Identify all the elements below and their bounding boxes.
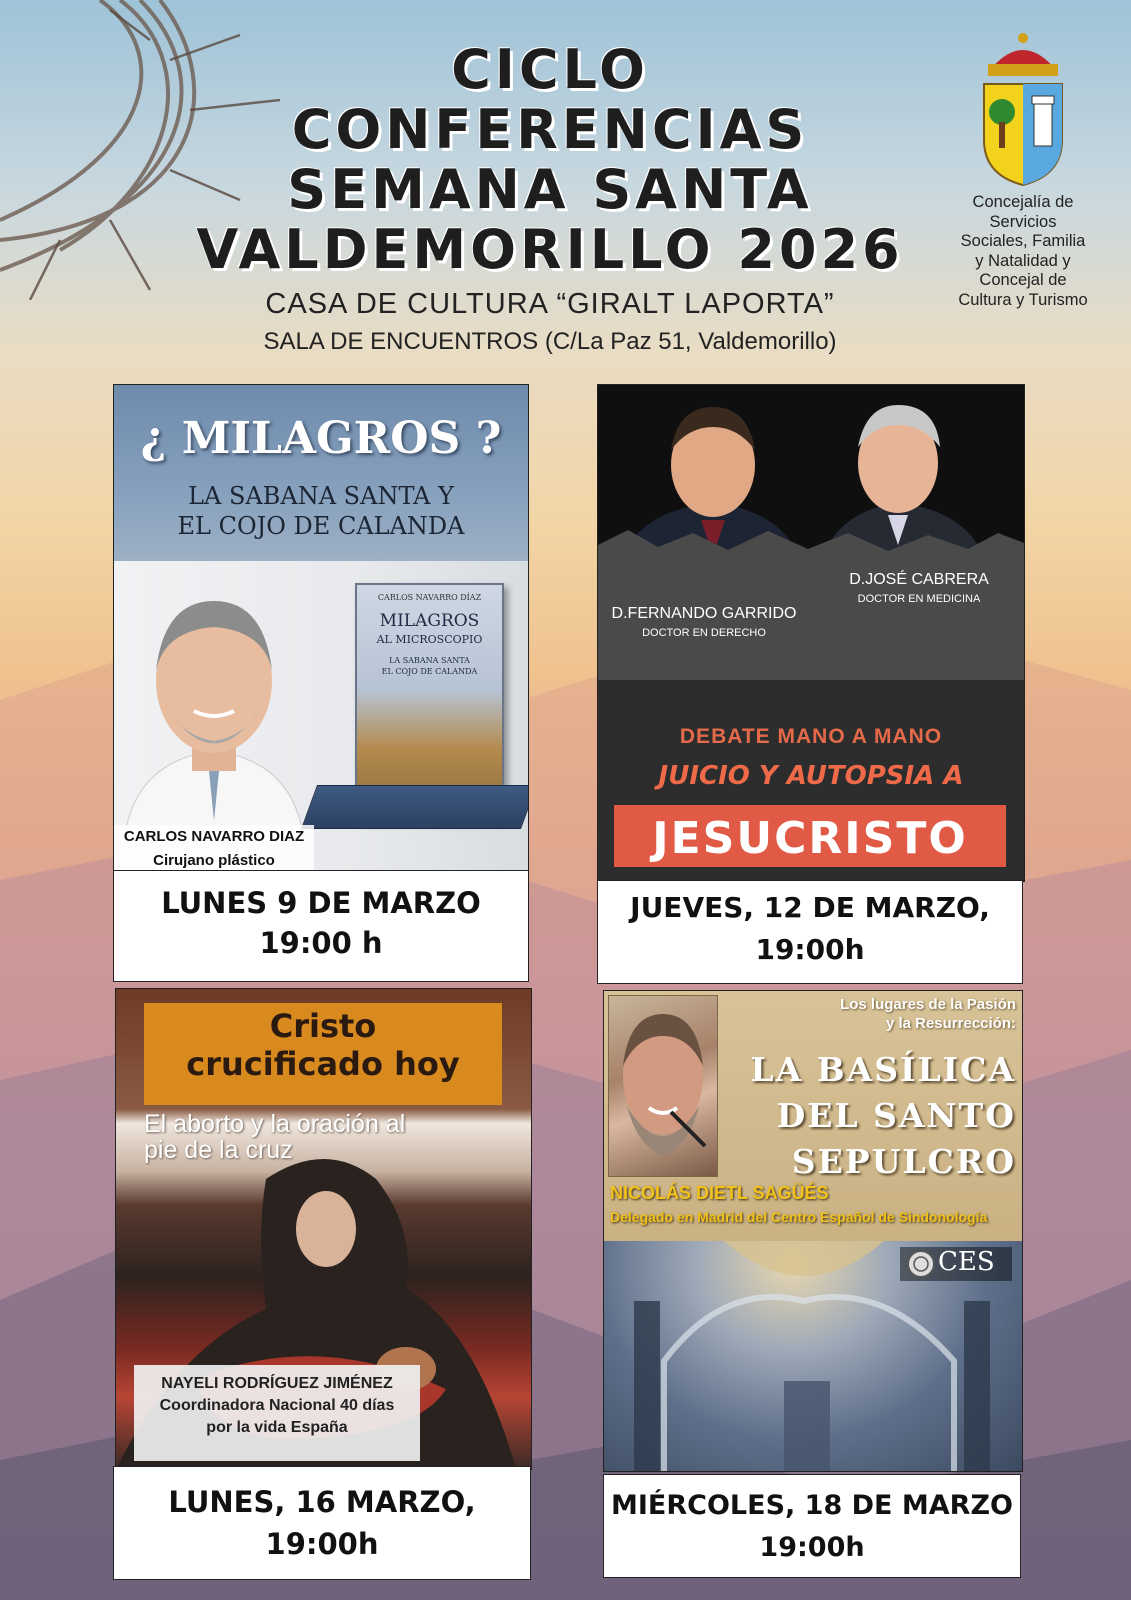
speaker-role-line-1: Coordinadora Nacional 40 días: [159, 1397, 395, 1414]
talk-4-date-box: [603, 1474, 1021, 1578]
talk-poster-cristo-crucificado: [115, 988, 532, 1470]
venue-name: CASA DE CULTURA “GIRALT LAPORTA”: [265, 288, 835, 320]
speaker-garrido: [604, 605, 804, 639]
poster-kicker-line-1: Los lugares de la Pasión: [840, 996, 1016, 1013]
organizer-line-2: Servicios: [989, 212, 1057, 231]
talk-3-date: LUNES, 16 MARZO,: [168, 1485, 476, 1519]
poster-subtitle-line-2: EL COJO DE CALANDA: [177, 512, 465, 540]
organizer-line-5: Concejal de: [979, 271, 1067, 289]
talk-2-time: 19:00h: [755, 933, 865, 966]
talk-1-time: 19:00 h: [259, 926, 383, 960]
speaker-role: Cirujano plástico: [153, 852, 275, 869]
talk-4-time: 19:00h: [759, 1532, 865, 1563]
subtitle-line-1: El aborto y la oración al: [144, 1110, 406, 1138]
poster-title-line-2: DEL SANTO: [776, 1096, 1016, 1135]
poster-subtitle: [114, 481, 528, 541]
poster-title-line-3: SEPULCRO: [791, 1142, 1016, 1181]
talk-2-date-box: [597, 880, 1023, 984]
poster-subtitle-line-1: LA SABANA SANTA Y: [188, 482, 454, 510]
debate-kicker: DEBATE MANO A MANO: [679, 725, 943, 748]
title-line-2: CONFERENCIAS: [291, 98, 809, 161]
poster-headline: ¿ MILAGROS ?: [140, 413, 502, 464]
talk-3-time: 19:00h: [265, 1527, 379, 1561]
ces-seal-icon: [906, 1249, 936, 1279]
speaker-name: CARLOS NAVARRO DIAZ: [123, 828, 305, 845]
talk-poster-juicio: [597, 384, 1025, 882]
speaker-caption: [134, 1373, 420, 1439]
organizer-line-4: y Natalidad y: [975, 251, 1071, 270]
speaker-caption: [114, 825, 314, 872]
speaker-photo: [608, 995, 718, 1177]
debate-headline: JUICIO Y AUTOPSIA A: [658, 761, 964, 791]
talk-4-date: MIÉRCOLES, 18 DE MARZO: [611, 1490, 1013, 1521]
poster-kicker: [754, 995, 1016, 1033]
venue-address: SALA DE ENCUENTROS (C/La Paz 51, Valdemorillo): [263, 328, 837, 355]
book-line-1: LA SABANA SANTA: [389, 656, 470, 665]
poster-title-line-1: LA BASÍLICA: [750, 1050, 1016, 1089]
speaker-cabrera: [824, 571, 1014, 605]
poster-kicker-line-2: y la Resurrección:: [885, 1015, 1016, 1032]
title-line-3: SEMANA SANTA: [287, 158, 813, 221]
speaker-garrido-name: D.FERNANDO GARRIDO: [611, 605, 797, 622]
speaker-garrido-role: DOCTOR EN DERECHO: [642, 627, 766, 639]
book-subtitle: AL MICROSCOPIO: [376, 633, 483, 646]
subtitle-line-2: pie de la cruz: [144, 1136, 293, 1164]
book-lying: [301, 785, 529, 829]
talk-2-date: JUEVES, 12 DE MARZO,: [630, 891, 990, 924]
headline: [144, 1007, 502, 1083]
organizer-line-6: Cultura y Turismo: [958, 290, 1088, 309]
book-lines: [357, 655, 502, 677]
talk-poster-santo-sepulcro: [603, 990, 1023, 1472]
speaker-portrait-icon: [609, 996, 717, 1176]
headline-line-2: crucificado hoy: [186, 1045, 460, 1083]
speaker-role: Delegado en Madrid del Centro Español de Sindonología: [610, 1209, 988, 1225]
talk-1-date: LUNES 9 DE MARZO: [161, 886, 481, 920]
speaker-role-line-2: por la vida España: [206, 1419, 348, 1436]
organizer-text: [938, 193, 1108, 310]
poster-title: [724, 1047, 1016, 1185]
title-line-4: VALDEMORILLO 2026: [196, 218, 904, 281]
organizer-line-3: Sociales, Familia: [960, 232, 1086, 250]
speaker-name: NAYELI RODRÍGUEZ JIMÉNEZ: [161, 1375, 393, 1392]
book-line-2: EL COJO DE CALANDA: [381, 667, 478, 676]
book-title: MILAGROS: [379, 611, 480, 631]
organizer-line-1: Concejalía de: [972, 193, 1074, 211]
municipal-crest-icon: [980, 30, 1066, 190]
ces-logo-text: CES: [938, 1247, 995, 1277]
book-author: CARLOS NAVARRO DÍAZ: [377, 593, 482, 602]
headline-line-1: Cristo: [269, 1007, 377, 1045]
subtitle: [144, 1111, 524, 1163]
speaker-cabrera-role: DOCTOR EN MEDICINA: [857, 593, 981, 605]
jesucristo-text: JESUCRISTO: [652, 813, 968, 864]
main-title: [150, 40, 950, 280]
speaker-cabrera-name: D.JOSÉ CABRERA: [849, 571, 989, 588]
talk-poster-milagros: [113, 384, 529, 872]
speaker-portrait-icon: [114, 561, 314, 841]
talk-3-date-box: [113, 1466, 531, 1580]
speaker-name: NICOLÁS DIETL SAGÜÉS: [610, 1183, 829, 1203]
talk-1-date-box: [113, 870, 529, 982]
title-line-1: CICLO: [451, 38, 649, 101]
